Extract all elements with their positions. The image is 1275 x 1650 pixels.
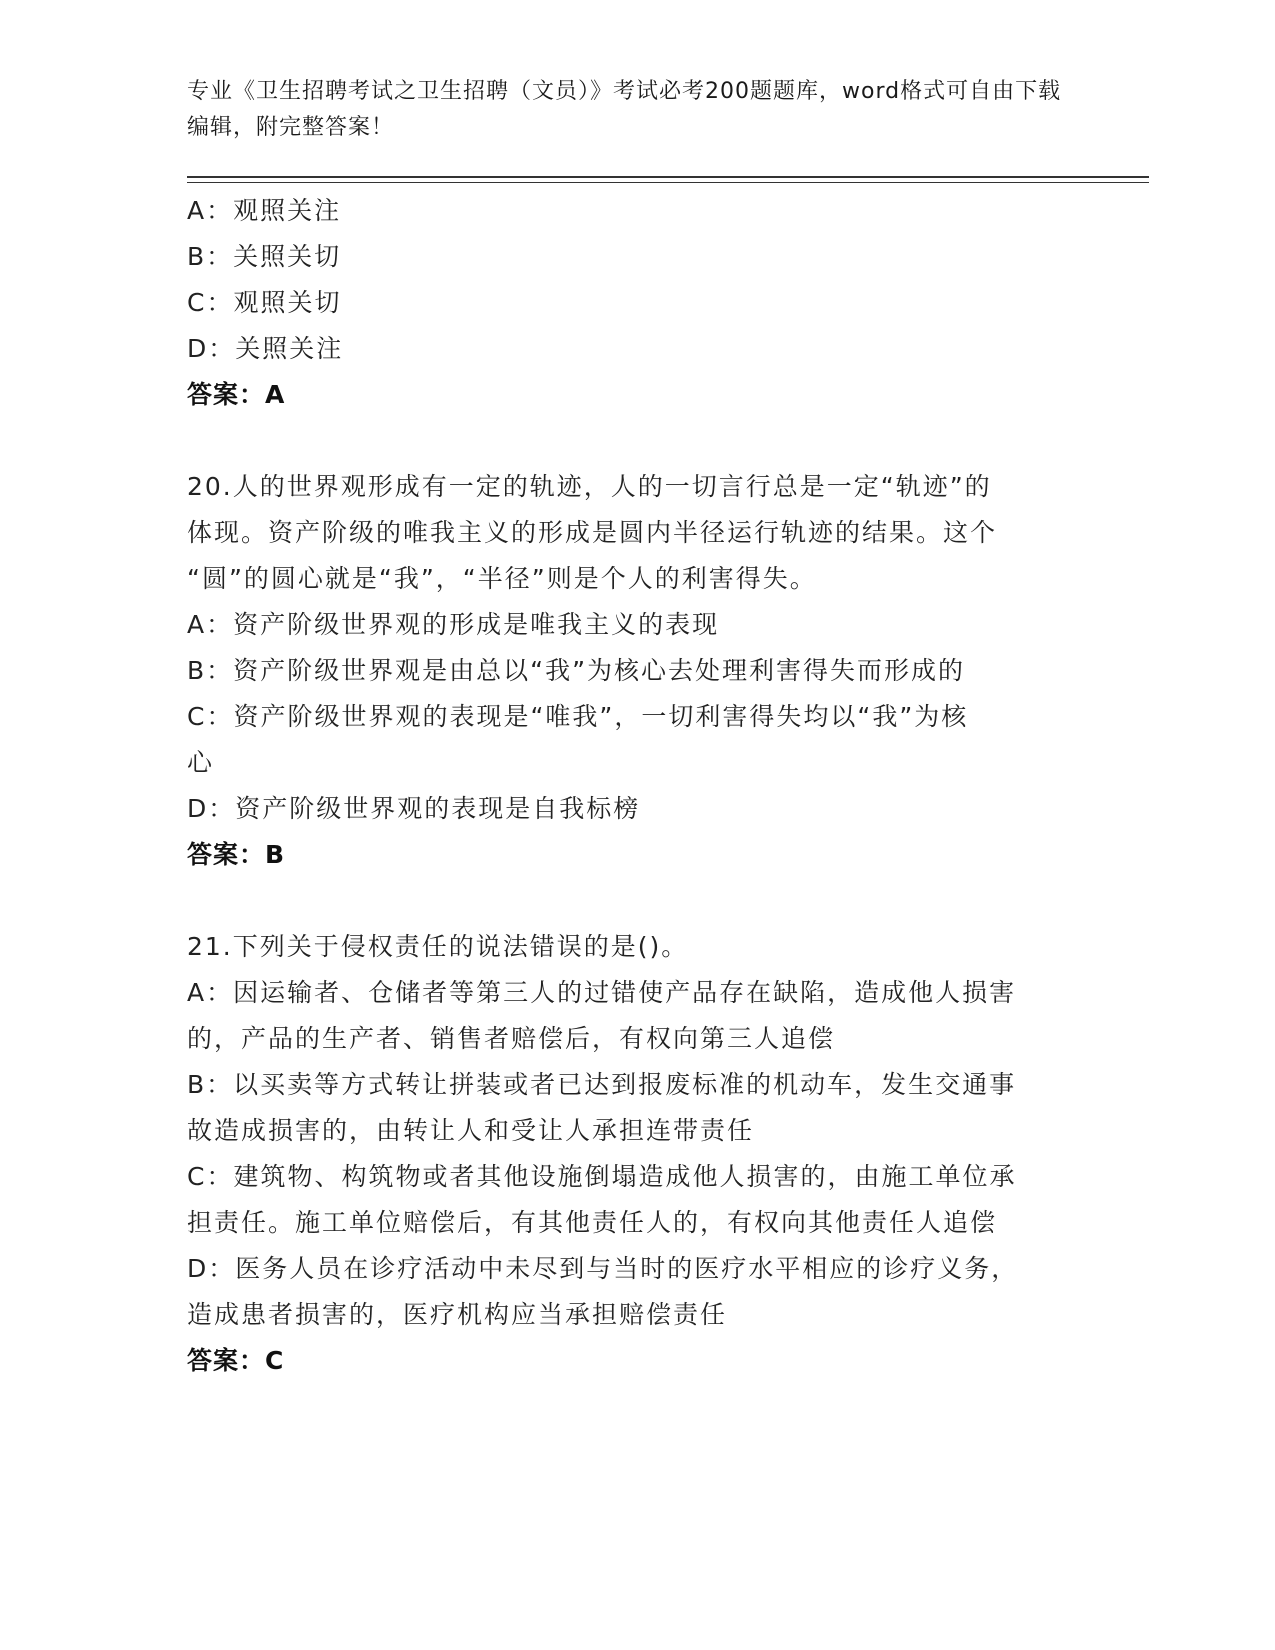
q20-stem-line-1: 20.人的世界观形成有一定的轨迹，人的一切言行总是一定“轨迹”的 [187, 472, 992, 501]
question-21 [187, 924, 1067, 1384]
question-19 [187, 188, 1067, 418]
q21-option-a-line-2: 的，产品的生产者、销售者赔偿后，有权向第三人追偿 [187, 1024, 836, 1053]
q20-option-c-line-2: 心 [187, 748, 215, 777]
q21-option-d-line-1: D：医务人员在诊疗活动中未尽到与当时的医疗水平相应的诊疗义务， [187, 1254, 1019, 1283]
header-text: 专业《卫生招聘考试之卫生招聘（文员）》考试必考200题题库，word格式可自由下载编辑，附完整答案！ [187, 79, 1062, 140]
q21-option-d-line-2: 造成患者损害的，医疗机构应当承担赔偿责任 [187, 1300, 728, 1329]
q21-option-b-line-1: B：以买卖等方式转让拼装或者已达到报废标准的机动车，发生交通事 [187, 1070, 1017, 1099]
header-divider-thick [187, 176, 1149, 178]
q20-option-a: A：资产阶级世界观的形成是唯我主义的表现 [187, 610, 720, 639]
q21-answer: 答案：C [187, 1346, 285, 1375]
q19-option-c: C：观照关切 [187, 288, 342, 317]
q20-option-b: B：资产阶级世界观是由总以“我”为核心去处理利害得失而形成的 [187, 656, 966, 685]
q20-option-c-line-1: C：资产阶级世界观的表现是“唯我”，一切利害得失均以“我”为核 [187, 702, 969, 731]
q21-option-c-line-1: C：建筑物、构筑物或者其他设施倒塌造成他人损害的，由施工单位承 [187, 1162, 1017, 1191]
document-header [187, 74, 1067, 146]
q20-option-d: D：资产阶级世界观的表现是自我标榜 [187, 794, 641, 823]
spacer [187, 418, 1067, 464]
q21-option-b-line-2: 故造成损害的，由转让人和受让人承担连带责任 [187, 1116, 755, 1145]
header-divider-thin [187, 182, 1149, 183]
q19-option-b: B：关照关切 [187, 242, 342, 271]
question-20 [187, 464, 1067, 878]
q21-option-a-line-1: A：因运输者、仓储者等第三人的过错使产品存在缺陷，造成他人损害 [187, 978, 1017, 1007]
q20-answer: 答案：B [187, 840, 286, 869]
q21-option-c-line-2: 担责任。施工单位赔偿后，有其他责任人的，有权向其他责任人追偿 [187, 1208, 998, 1237]
q19-option-a: A：观照关注 [187, 196, 342, 225]
q19-answer: 答案：A [187, 380, 286, 409]
document-body [187, 188, 1067, 1384]
q21-stem: 21.下列关于侵权责任的说法错误的是()。 [187, 932, 689, 961]
q19-option-d: D：关照关注 [187, 334, 344, 363]
spacer [187, 878, 1067, 924]
q20-stem-line-2: 体现。资产阶级的唯我主义的形成是圆内半径运行轨迹的结果。这个 [187, 518, 998, 547]
q20-stem-line-3: “圆”的圆心就是“我”，“半径”则是个人的利害得失。 [187, 564, 817, 593]
